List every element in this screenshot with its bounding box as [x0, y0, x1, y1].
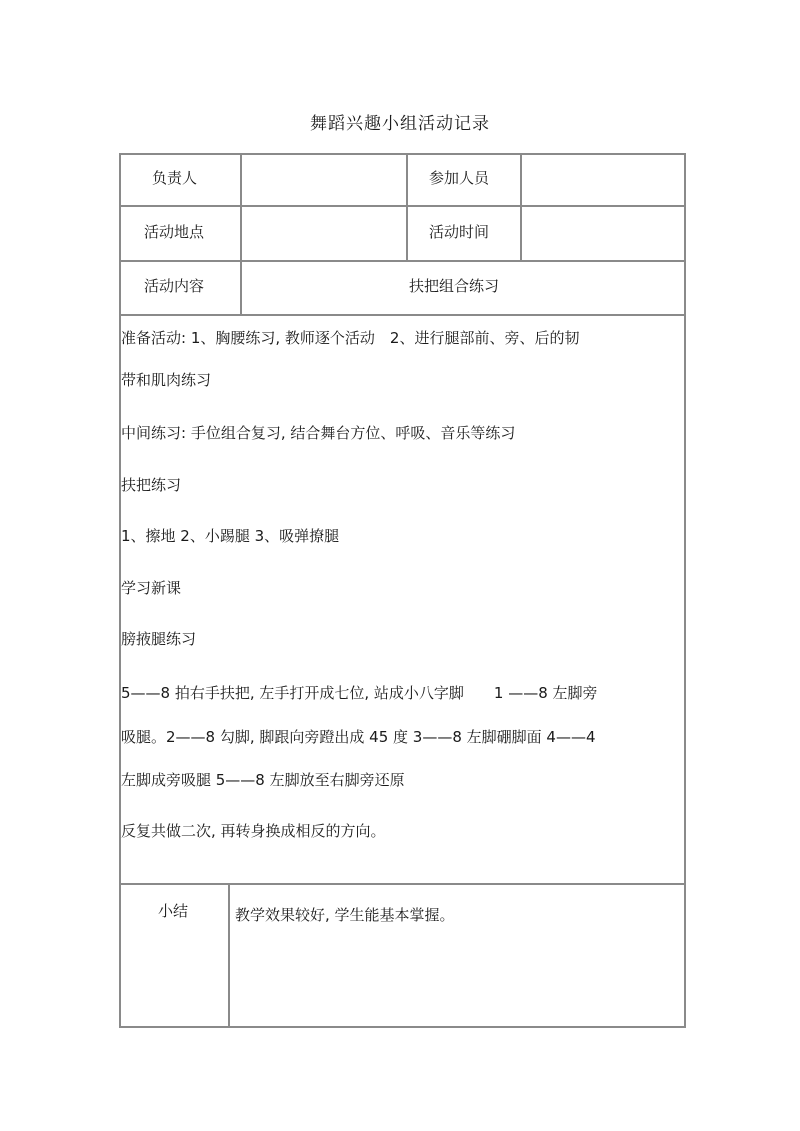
row-divider-1 [119, 205, 686, 207]
row-divider-2 [119, 260, 686, 262]
detail-line: 左脚成旁吸腿 5——8 左脚放至右脚旁还原 [121, 771, 405, 789]
leader-label: 负责人 [152, 169, 198, 187]
row-divider-4 [119, 883, 686, 885]
col-divider-right [520, 153, 522, 262]
row-divider-3 [119, 314, 686, 316]
detail-line: 1、擦地 2、小踢腿 3、吸弹撩腿 [121, 527, 340, 545]
record-table [119, 153, 686, 1028]
detail-line: 学习新课 [121, 579, 182, 597]
col-divider-summary [228, 883, 230, 1028]
time-label: 活动时间 [429, 223, 490, 241]
content-value: 扶把组合练习 [409, 277, 500, 295]
detail-line: 准备活动: 1、胸腰练习, 教师逐个活动 2、进行腿部前、旁、后的韧 [121, 329, 580, 347]
detail-line: 吸腿。2——8 勾脚, 脚跟向旁蹬出成 45 度 3——8 左脚硼脚面 4——4 [121, 728, 596, 746]
col-divider-mid [406, 153, 408, 262]
col-divider-label [240, 153, 242, 316]
page-title: 舞蹈兴趣小组活动记录 [310, 114, 490, 134]
location-label: 活动地点 [144, 223, 205, 241]
detail-line: 带和肌肉练习 [121, 371, 212, 389]
summary-value: 教学效果较好, 学生能基本掌握。 [235, 906, 455, 924]
detail-line: 反复共做二次, 再转身换成相反的方向。 [121, 822, 386, 840]
detail-line: 中间练习: 手位组合复习, 结合舞台方位、呼吸、音乐等练习 [121, 424, 516, 442]
participants-label: 参加人员 [429, 169, 490, 187]
summary-label: 小结 [158, 902, 189, 920]
content-label: 活动内容 [144, 277, 205, 295]
detail-line: 扶把练习 [121, 476, 182, 494]
detail-line: 膀掖腿练习 [121, 630, 197, 648]
detail-line: 5——8 拍右手扶把, 左手打开成七位, 站成小八字脚 1 ——8 左脚旁 [121, 684, 598, 702]
